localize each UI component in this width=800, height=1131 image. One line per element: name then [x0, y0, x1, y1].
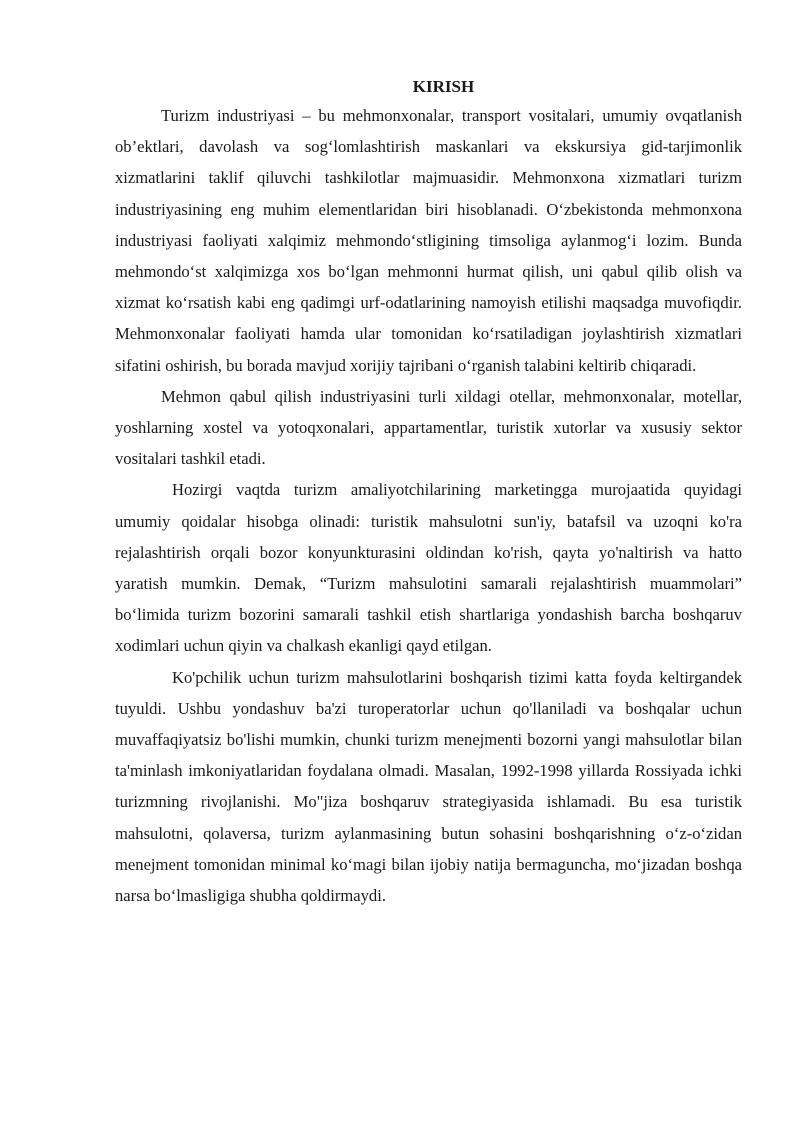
paragraph-1: Turizm industriyasi – bu mehmonxonalar, transport vositalari, umumiy ovqatlanish ob’ektlari, davolash va sog‘lomlashtirish maskanlari va ekskursiya gid-tarjimonlik xizmatlarini taklif qiluvchi tashkilotlar majmuasidir. Mehmonxona xizmatlari turizm industriyasining eng muhim elementlaridan biri hisoblanadi. O‘zbekistonda mehmonxona industriyasi faoliyati xalqimiz mehmondo‘stligining timsoliga aylanmog‘i lozim. Bunda mehmondo‘st xalqimizga xos bo‘lgan mehmonni hurmat qilish, uni qabul qilib olish va xizmat ko‘rsatish kabi eng qadimgi urf-odatlarining namoyish etilishi maqsadga muvofiqdir. Mehmonxonalar faoliyati hamda ular tomonidan ko‘rsatiladigan joylashtirish xizmatlari sifatini oshirish, bu borada mavjud xorijiy tajribani o‘rganish talabini keltirib chiqaradi. [115, 106, 742, 375]
document-page [115, 74, 742, 911]
paragraph-4: Ko'pchilik uchun turizm mahsulotlarini boshqarish tizimi katta foyda keltirgandek tuyuldi. Ushbu yondashuv ba'zi turoperatorlar uchun qo'llaniladi va boshqalar uchun muvaffaqiyatsiz bo'lishi mumkin, chunki turizm menejmenti bozorni yangi mahsulotlar bilan ta'minlash imkoniyatlaridan foydalana olmadi. Masalan, 1992-1998 yillarda Rossiyada ichki turizmning rivojlanishi. Mo"jiza boshqaruv strategiyasida ishlamadi. Bu esa turistik mahsulotni, qolaversa, turizm aylanmasining butun sohasini boshqarishning o‘z-o‘zidan menejment tomonidan minimal ko‘magi bilan ijobiy natija bermaguncha, mo‘jizadan boshqa narsa bo‘lmasligiga shubha qoldirmaydi. [115, 667, 742, 906]
paragraph-3: Hozirgi vaqtda turizm amaliyotchilarining marketingga murojaatida quyidagi umumiy qoidalar hisobga olinadi: turistik mahsulotni sun'iy, batafsil va uzoqni ko'ra rejalashtirish orqali bozor konyunkturasini oldindan ko'rish, qayta yo'naltirish va hatto yaratish mumkin. Demak, “Turizm mahsulotini samarali rejalashtirish muammolari” bo‘limida turizm bozorini samarali tashkil etish shartlariga yondashish barcha boshqaruv xodimlari uchun qiyin va chalkash ekanligi qayd etilgan. [115, 480, 742, 656]
page-title: KIRISH [412, 77, 475, 96]
paragraph-2: Mehmon qabul qilish industriyasini turli xildagi otellar, mehmonxonalar, motellar, yoshlarning xostel va yotoqxonalari, appartamentlar, turistik xutorlar va xususiy sektor vositalari tashkil etadi. [115, 386, 742, 469]
